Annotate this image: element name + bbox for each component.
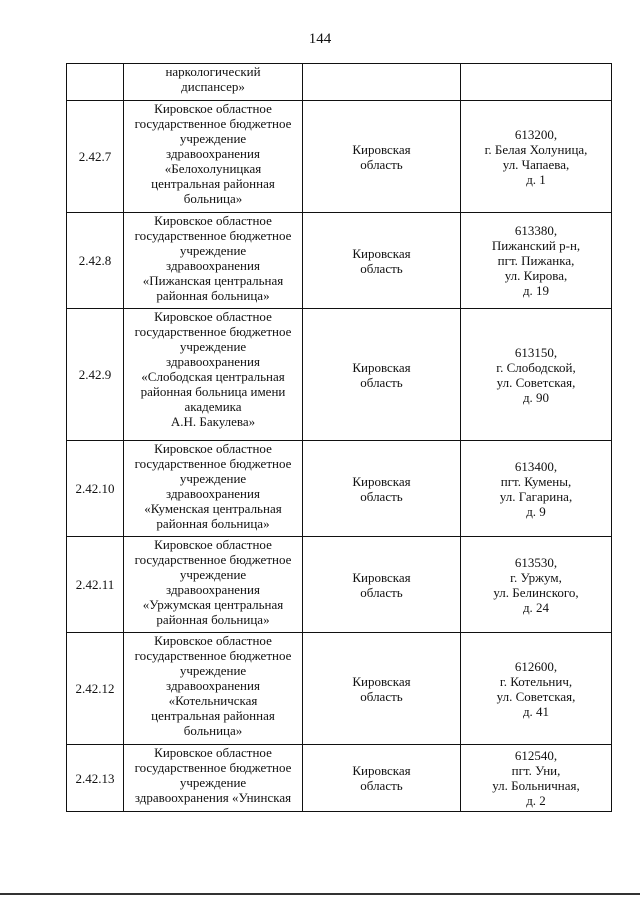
page-bottom-rule	[0, 893, 640, 895]
institution-name-cell: Кировское областное государственное бюджетное учреждение здравоохранения «Слободская центральная районная больница имени академика А.Н. Бакулева»	[124, 309, 303, 441]
table-row	[67, 633, 612, 745]
address-cell: 613380, Пижанский р-н, пгт. Пижанка, ул. Кирова, д. 19	[461, 213, 612, 309]
institution-name-cell: Кировское областное государственное бюджетное учреждение здравоохранения «Белохолуницкая центральная районная больница»	[124, 101, 303, 213]
table-row	[67, 309, 612, 441]
institution-name-cell: Кировское областное государственное бюджетное учреждение здравоохранения «Пижанская центральная районная больница»	[124, 213, 303, 309]
row-number-cell: 2.42.8	[67, 213, 124, 309]
row-number-cell: 2.42.7	[67, 101, 124, 213]
institution-name-cell: Кировское областное государственное бюджетное учреждение здравоохранения «Уржумская центральная районная больница»	[124, 537, 303, 633]
address-cell: 612600, г. Котельнич, ул. Советская, д. 41	[461, 633, 612, 745]
institution-name-cell: Кировское областное государственное бюджетное учреждение здравоохранения «Котельничская центральная районная больница»	[124, 633, 303, 745]
table-row	[67, 745, 612, 812]
address-cell: 613150, г. Слободской, ул. Советская, д. 90	[461, 309, 612, 441]
region-cell: Кировская область	[303, 745, 461, 812]
table-row	[67, 101, 612, 213]
region-cell: Кировская область	[303, 101, 461, 213]
region-cell: Кировская область	[303, 309, 461, 441]
region-cell: Кировская область	[303, 441, 461, 537]
registry-table	[66, 63, 612, 812]
row-number-cell	[67, 64, 124, 101]
row-number-cell: 2.42.9	[67, 309, 124, 441]
address-cell	[461, 64, 612, 101]
row-number-cell: 2.42.10	[67, 441, 124, 537]
address-cell: 613200, г. Белая Холуница, ул. Чапаева, д. 1	[461, 101, 612, 213]
address-cell: 613400, пгт. Кумены, ул. Гагарина, д. 9	[461, 441, 612, 537]
row-number-cell: 2.42.12	[67, 633, 124, 745]
table-row	[67, 64, 612, 101]
institution-name-cell: Кировское областное государственное бюджетное учреждение здравоохранения «Куменская центральная районная больница»	[124, 441, 303, 537]
institution-name-cell: Кировское областное государственное бюджетное учреждение здравоохранения «Унинская	[124, 745, 303, 812]
page-number: 144	[308, 31, 332, 47]
region-cell: Кировская область	[303, 633, 461, 745]
region-cell: Кировская область	[303, 537, 461, 633]
row-number-cell: 2.42.11	[67, 537, 124, 633]
region-cell	[303, 64, 461, 101]
table-row	[67, 213, 612, 309]
address-cell: 612540, пгт. Уни, ул. Больничная, д. 2	[461, 745, 612, 812]
table-row	[67, 537, 612, 633]
region-cell: Кировская область	[303, 213, 461, 309]
address-cell: 613530, г. Уржум, ул. Белинского, д. 24	[461, 537, 612, 633]
institution-name-cell: наркологический диспансер»	[124, 64, 303, 101]
table-row	[67, 441, 612, 537]
row-number-cell: 2.42.13	[67, 745, 124, 812]
